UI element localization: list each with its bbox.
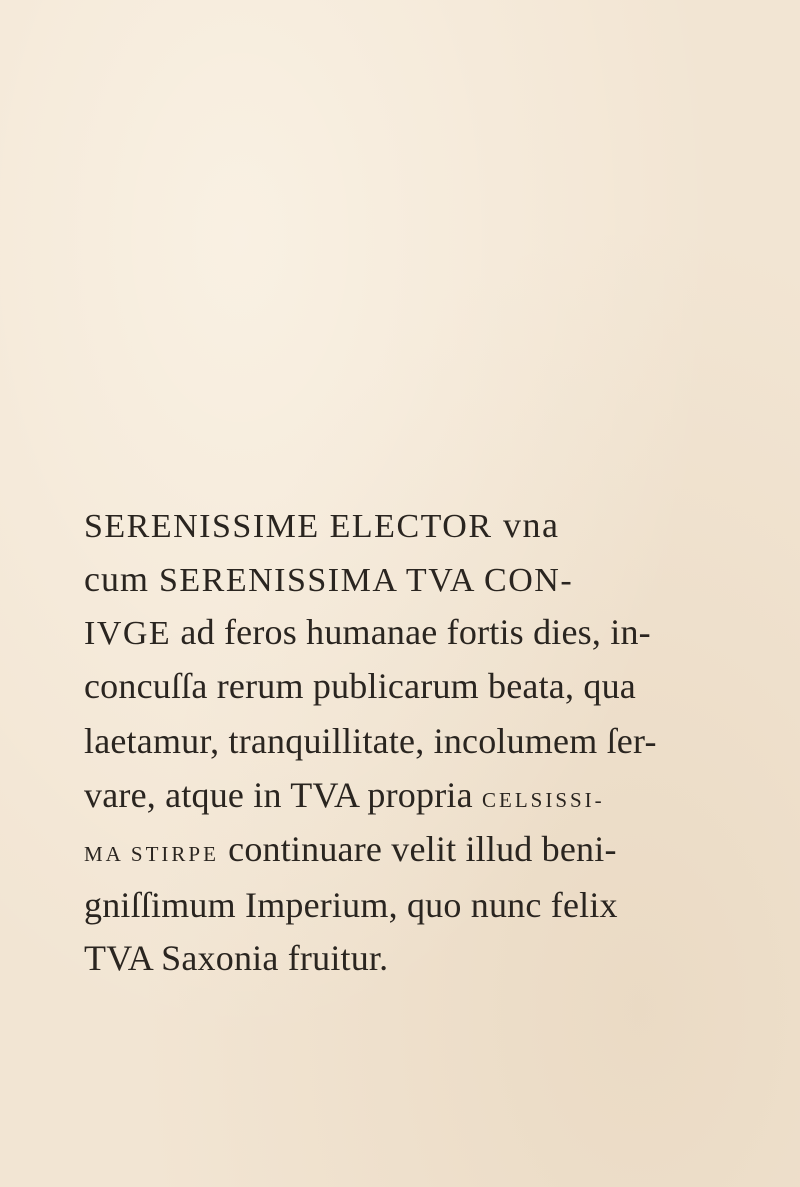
text-line-7 xyxy=(84,824,617,874)
text-segment: MA STIRPE xyxy=(84,842,219,866)
text-line-5 xyxy=(84,716,657,766)
text-segment: CELSISSI- xyxy=(481,788,605,812)
text-segment: continuare velit illud beni- xyxy=(218,829,617,869)
text-line-9 xyxy=(84,933,388,983)
text-line-8 xyxy=(84,880,618,930)
text-line-2 xyxy=(84,554,573,604)
text-line-4 xyxy=(84,661,636,711)
text-segment: ad feros humanae fortis dies, in- xyxy=(171,612,651,652)
text-line-1 xyxy=(84,500,560,550)
text-segment: vare, atque in TVA propria xyxy=(84,775,482,815)
text-segment: SERENISSIMA TVA CON- xyxy=(158,562,574,599)
text-segment: IVGE xyxy=(84,615,172,652)
text-segment: laetamur, tranquillitate, incolumem ſer- xyxy=(84,721,657,761)
text-segment: vna xyxy=(492,505,560,545)
text-line-6 xyxy=(84,770,605,820)
text-segment: cum xyxy=(84,559,159,599)
text-segment: TVA Saxonia fruitur. xyxy=(84,938,389,978)
text-line-3 xyxy=(84,607,651,657)
text-segment: concuſſa rerum publicarum beata, qua xyxy=(84,666,636,706)
text-segment: gniſſimum Imperium, quo nunc felix xyxy=(84,885,618,925)
text-segment: SERENISSIME ELECTOR xyxy=(84,508,493,545)
